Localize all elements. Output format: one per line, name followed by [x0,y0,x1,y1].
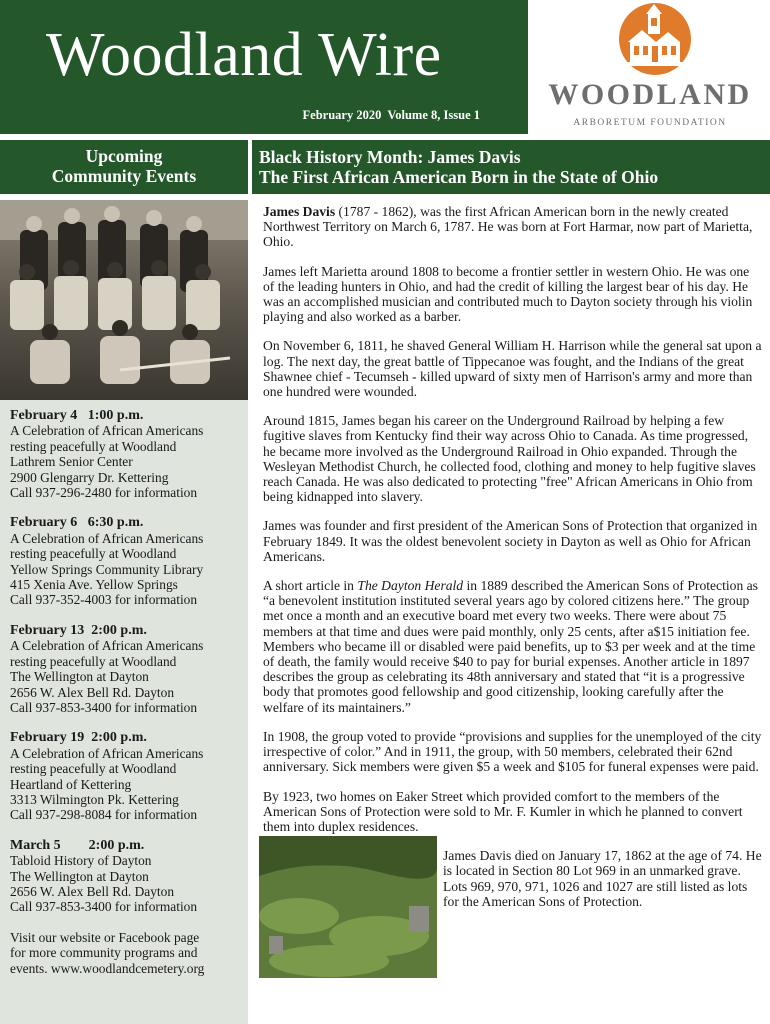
event-address: 3313 Wilmington Pk. Kettering [10,791,179,807]
event-venue: The Wellington at Dayton [10,669,149,685]
event-list [10,408,246,976]
event-phone: Call 937-298-8084 for information [10,807,198,823]
event-line: resting peacefully at Woodland [10,546,177,562]
event-address: 2900 Glengarry Dr. Kettering [10,469,169,485]
sidebar-heading [0,140,248,194]
article-paragraph: Around 1815, James began his career on the Underground Railroad by helping a few fugitive slaves from Kentucky find their way across Ohio to Canada. As time progressed, he became more involved as the Underground Railroad in Ohio expanded. Through the Wesleyan Methodist Church, he collected food, clothing and money to help fugitive slaves reach Canada. He was also dedicated to protecting "free" African Americans in Ohio from being kidnapped into slavery. [263,413,756,505]
event-line: A Celebration of African Americans [10,638,204,654]
event-line: A Celebration of African Americans [10,423,204,439]
event-date: February 6 6:30 p.m. [10,515,144,531]
gravesite-grass-photo [259,836,437,978]
event-date: March 5 2:00 p.m. [10,837,145,853]
article-paragraph: James Davis died on January 17, 1862 at the age of 74. He is located in Section 80 Lot 969 in an unmarked grave. Lots 969, 970, 971, 1026 and 1027 are still listed as lots for the American Sons of Protection. [443,848,762,909]
event-item [10,838,246,915]
event-address: 2656 W. Alex Bell Rd. Dayton [10,684,175,700]
article-paragraph: By 1923, two homes on Eaker Street which provided comfort to the members of the American Sons of Protection were sold to Mr. F. Kumler in which he planned to convert them into duplex residences. [263,788,743,834]
paragraph-text: (1787 - 1862), was the first African American born in the newly created Northwest Territory on March 6, 1787. He was born at Fort Harmar, now part of Marietta, Ohio. [263,204,753,250]
event-date: February 13 2:00 p.m. [10,622,147,638]
event-address: 415 Xenia Ave. Yellow Springs [10,577,178,593]
woodland-logo [530,0,770,134]
article-heading-line1: Black History Month: James Davis [259,147,521,167]
footer-website: events. www.woodlandcemetery.org [10,960,205,976]
article-body [263,204,763,982]
article-paragraph: In 1908, the group voted to provide “provisions and supplies for the unemployed of the city irrespective of color.” And in 1911, the group, with 50 members, celebrated their 62nd anniversary. Sick members were given $5 a week and $105 for funeral expenses were paid. [263,728,762,775]
event-line: resting peacefully at Woodland [10,761,177,777]
logo-wordmark: WOODLAND [548,78,752,111]
article-paragraph [263,204,763,250]
event-line: A Celebration of African Americans [10,530,204,546]
events-sidebar [0,200,248,1024]
logo-subtitle: ARBORETUM FOUNDATION [573,118,727,128]
article-paragraph [263,578,763,715]
sidebar-heading-line1: Upcoming [85,146,163,166]
article-paragraph: James was founder and first president of the American Sons of Protection that organized in February 1849. It was the oldest benevolent society in Dayton as well as Ohio for African Americans. [263,518,758,564]
paragraph-text: A short article in [263,578,358,594]
event-line: A Celebration of African Americans [10,745,204,761]
article-paragraph: On November 6, 1811, he shaved General William H. Harrison while the general sat upon a log. The next day, the great battle of Tippecanoe was fought, and the Indians of the great Shawnee chief - Tecumseh - killed upward of sixty men of Harrison's army and more than one hundred were wounded. [263,338,762,400]
event-venue: The Wellington at Dayton [10,868,149,884]
event-item [10,730,246,822]
event-date: February 19 2:00 p.m. [10,730,147,746]
event-line: resting peacefully at Woodland [10,438,177,454]
sidebar-footer-note [10,930,246,976]
event-address: 2656 W. Alex Bell Rd. Dayton [10,883,175,899]
event-phone: Call 937-296-2480 for information [10,485,198,501]
footer-line: Visit our website or Facebook page [10,929,200,945]
event-venue: Yellow Springs Community Library [10,561,204,577]
event-phone: Call 937-853-3400 for information [10,699,198,715]
event-line: Tabloid History of Dayton [10,853,152,869]
subject-name: James Davis [263,204,336,219]
publication-name: The Dayton Herald [357,578,464,594]
event-date: February 4 1:00 p.m. [10,408,144,423]
event-line: resting peacefully at Woodland [10,653,177,669]
newsletter-title: Woodland Wire [46,21,442,89]
issue-info: February 2020 Volume 8, Issue 1 [302,108,480,122]
sidebar-heading-line2: Community Events [51,166,197,186]
event-item [10,515,246,607]
event-venue: Heartland of Kettering [10,776,132,792]
event-item [10,623,246,715]
event-phone: Call 937-352-4003 for information [10,592,198,608]
masthead-banner [0,0,528,134]
footer-line: for more community programs and [10,945,198,961]
article-heading-line2: The First African American Born in the State of Ohio [259,167,659,187]
event-phone: Call 937-853-3400 for information [10,899,198,915]
chapel-logo-icon [618,2,692,76]
event-item [10,408,246,500]
historic-baseball-team-photo [0,200,248,400]
event-venue: Lathrem Senior Center [10,454,133,470]
paragraph-text: in 1889 described the American Sons of Protection as “a benevolent institution instituted several years ago by colored citizens here.” The group met once a month and an executive board met every two weeks. There were about 75 members at that time and dues were paid monthly, only 25 cents, after a$15 initiation fee. Members who became ill or disabled were paid benefits, up to $3 per week and at the time of death, the family would receive $40 to pay for burial expenses. Another article in 1897 describes the group as celebrating its 48th anniversary and stated that “it is a progressive body that promotes good fellowship and good citizenship, looking carefully after the welfare of its maintainers.” [263,578,758,715]
article-paragraph: James left Marietta around 1808 to become a frontier settler in western Ohio. He was one of the leading hunters in Ohio, and had the credit of killing the largest bear of his day. He was an accomplished musician and contributed much to Dayton society through his violin playing and also worked as a barber. [263,263,753,325]
article-heading [252,140,770,194]
